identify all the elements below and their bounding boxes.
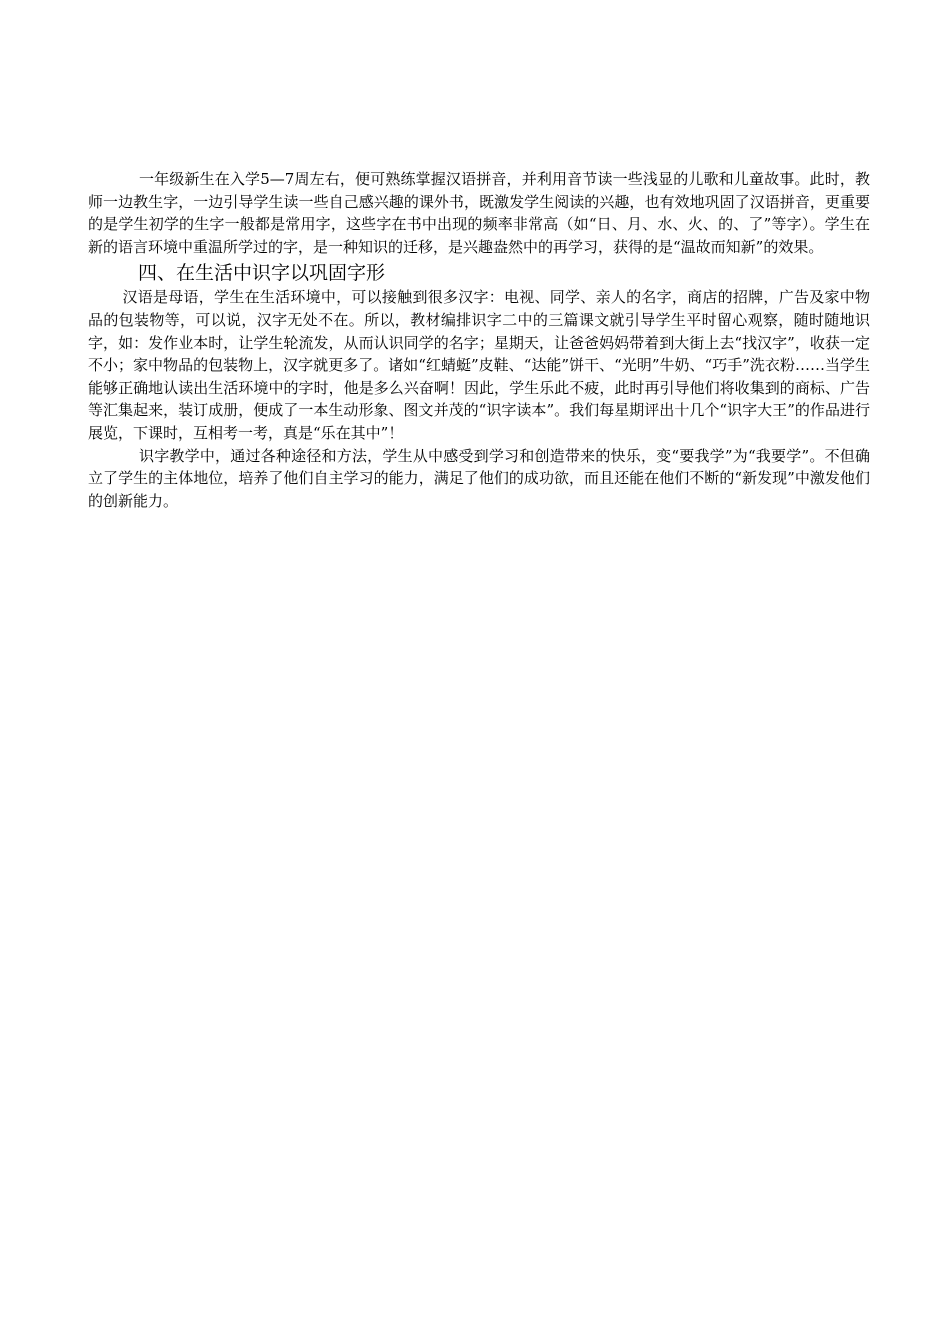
document-page bbox=[88, 168, 870, 512]
paragraph-life-environment: 汉语是母语，学生在生活环境中，可以接触到很多汉字：电视、同学、亲人的名字，商店的招牌，广告及家中物品的包装物等，可以说，汉字无处不在。所以，教材编排识字二中的三篇课文就引导学生平时留心观察，随时随地识字，如：发作业本时，让学生轮流发，从而认识同学的名字；星期天，让爸爸妈妈带着到大街上去“找汉字”，收获一定不小；家中物品的包装物上，汉字就更多了。诸如“红蜻蜓”皮鞋、“达能”饼干、“光明”牛奶、“巧手”洗衣粉……当学生能够正确地认读出生活环境中的字时，他是多么兴奋啊！因此，学生乐此不疲，此时再引导他们将收集到的商标、广告等汇集起来，装订成册，便成了一本生动形象、图文并茂的“识字读本”。我们每星期评出十几个“识字大王”的作品进行展览，下课时，互相考一考，真是“乐在其中”！ bbox=[88, 288, 870, 442]
section-heading-life-literacy: 四、在生活中识字以巩固字形 bbox=[138, 262, 386, 285]
paragraph-pinyin-reading: 一年级新生在入学5—7周左右，便可熟练掌握汉语拼音，并利用音节读一些浅显的儿歌和儿童故事。此时，教师一边教生字，一边引导学生读一些自己感兴趣的课外书，既激发学生阅读的兴趣，也有效地巩固了汉语拼音，更重要的是学生初学的生字一般都是常用字，这些字在书中出现的频率非常高（如“日、月、水、火、的、了”等字）。学生在新的语言环境中重温所学过的字，是一种知识的迁移，是兴趣盎然中的再学习，获得的是“温故而知新”的效果。 bbox=[88, 170, 870, 256]
paragraph-conclusion: 识字教学中，通过各种途径和方法，学生从中感受到学习和创造带来的快乐，变“要我学”为“我要学”。不但确立了学生的主体地位，培养了他们自主学习的能力，满足了他们的成功欲，而且还能在他们不断的“新发现”中激发他们的创新能力。 bbox=[88, 446, 870, 510]
